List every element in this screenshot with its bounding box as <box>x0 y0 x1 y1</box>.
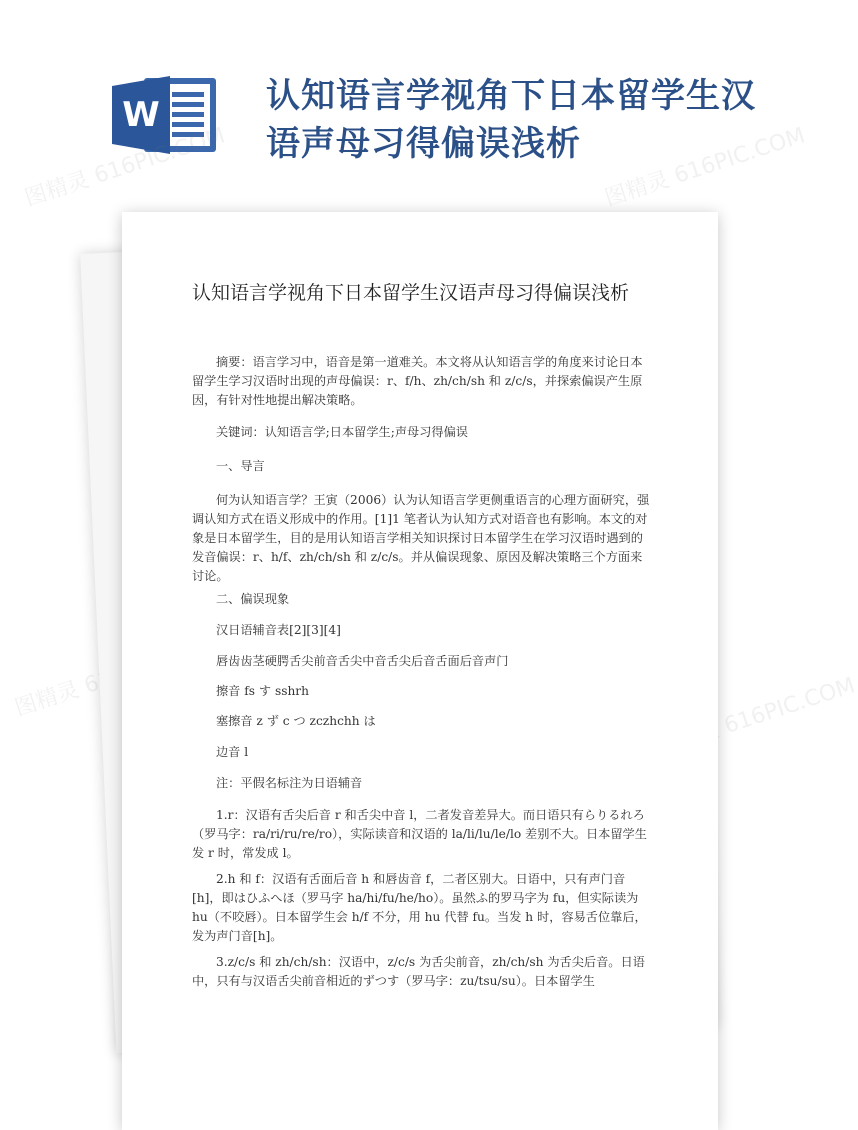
watermark: 图精灵 616PIC.COM <box>21 123 229 212</box>
body-paragraph: 何为认知语言学？王寅（2006）认为认知语言学更侧重语言的心理方面研究，强调认知方式在语义形成中的作用。[1]1 笔者认为认知方式对语音也有影响。本文的对象是日本留学生，目的是用认知语言学相关知识探讨日本留学生在学习汉语时遇到的发音偏误：r、h/f、zh/ch/sh 和 z/c/s。并从偏误现象、原因及解决策略三个方面来讨论。 <box>192 493 650 583</box>
section-heading: 二、偏误现象 <box>216 592 290 606</box>
watermark: 图精灵 <box>11 677 83 722</box>
abstract-paragraph: 摘要：语言学习中，语音是第一道难关。本文将从认知语言学的角度来讨论日本留学生学习汉语时出现的声母偏误：r、f/h、zh/ch/sh 和 z/c/s，并探索偏误产生原因，有针对性地提出解决策略。 <box>192 355 643 407</box>
page-title: 认知语言学视角下日本留学生汉语声母习得偏误浅析 <box>266 76 756 164</box>
body-paragraph: 3.z/c/s 和 zh/ch/sh：汉语中，z/c/s 为舌尖前音，zh/ch/sh 为舌尖后音。日语中，只有与汉语舌尖前音相近的ずつす（罗马字：zu/tsu/su）。日本留学生 <box>192 955 645 988</box>
table-row: 擦音 fs す sshrh <box>216 684 309 698</box>
table-row: 边音 l <box>216 745 249 759</box>
document-page <box>122 212 718 1130</box>
table-caption: 汉日语辅音表[2][3][4] <box>216 623 341 637</box>
keywords-paragraph: 关键词：认知语言学;日本留学生;声母习得偏误 <box>216 425 468 439</box>
section-heading: 一、导言 <box>216 459 265 473</box>
table-row: 唇齿齿茎硬腭舌尖前音舌尖中音舌尖后音舌面后音声门 <box>216 654 509 668</box>
word-document-icon <box>110 74 220 156</box>
watermark: 图精灵 616PIC.COM <box>601 123 809 212</box>
body-paragraph: 2.h 和 f：汉语有舌面后音 h 和唇齿音 f，二者区别大。日语中，只有声门音[h]，即はひふへほ（罗马字 ha/hi/fu/he/ho）。虽然ふ的罗马字为 fu，但实际读为 hu（不咬唇）。日本留学生会 h/f 不分，用 hu 代替 fu。当发 h 时，容易舌位靠后，发为声门音[h]。 <box>192 872 647 943</box>
document-title: 认知语言学视角下日本留学生汉语声母习得偏误浅析 <box>192 282 630 304</box>
body-paragraph: 1.r：汉语有舌尖后音 r 和舌尖中音 l，二者发音差异大。而日语只有らりるれろ（罗马字：ra/ri/ru/re/ro），实际读音和汉语的 la/li/lu/le/lo 差别不大。日本留学生发 r 时，常发成 l。 <box>192 808 647 860</box>
word-letter: W <box>122 95 160 135</box>
header <box>0 0 800 210</box>
table-row: 塞擦音 z ず c つ zczhchh は <box>216 714 376 728</box>
table-note: 注：平假名标注为日语辅音 <box>216 776 363 790</box>
watermark: 图精灵 616PIC.COM <box>651 673 858 762</box>
